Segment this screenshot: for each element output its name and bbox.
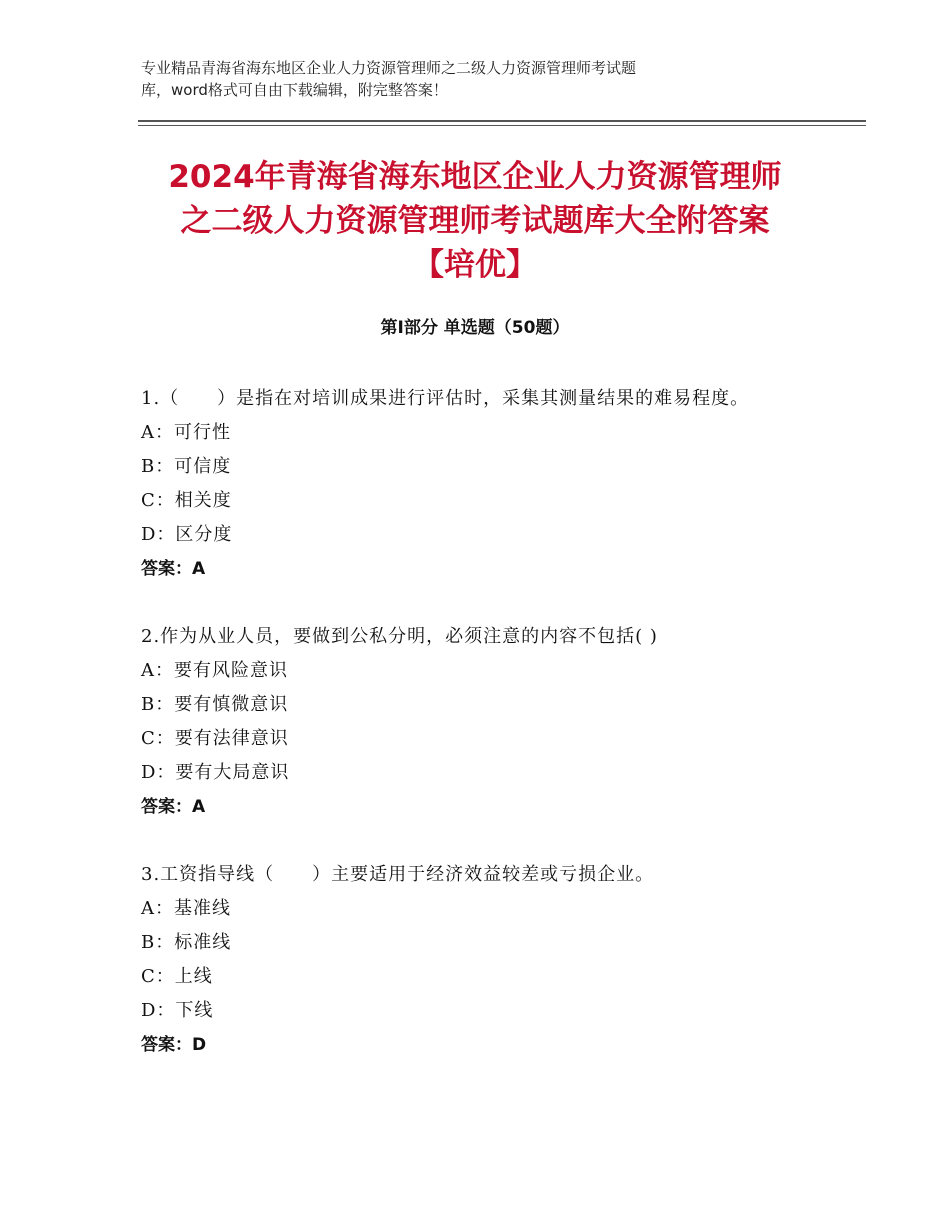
document-title-line-1: 2024年青海省海东地区企业人力资源管理师: [168, 159, 782, 195]
option-b: B：标准线: [141, 932, 232, 953]
question-2: [141, 620, 821, 824]
option-c: C：要有法律意识: [141, 728, 289, 749]
question-list: [141, 382, 821, 1096]
option-a: A：基准线: [141, 898, 231, 919]
option-d: D：要有大局意识: [141, 762, 290, 783]
answer: 答案：A: [141, 797, 206, 817]
option-b: B：可信度: [141, 456, 232, 477]
document-title-line-3: 【培优】: [413, 247, 537, 283]
header-note-line-1: 专业精品青海省海东地区企业人力资源管理师之二级人力资源管理师考试题: [141, 59, 637, 77]
option-c: C：上线: [141, 966, 213, 987]
option-d: D：区分度: [141, 524, 233, 545]
document-title: [120, 155, 830, 287]
header-divider-thin: [138, 125, 866, 126]
option-c: C：相关度: [141, 490, 232, 511]
section-title: 第Ⅰ部分 单选题（50题）: [380, 318, 570, 338]
answer: 答案：A: [141, 559, 206, 579]
answer: 答案：D: [141, 1035, 207, 1055]
option-a: A：可行性: [141, 422, 231, 443]
option-a: A：要有风险意识: [141, 660, 288, 681]
question-stem: 2.作为从业人员，要做到公私分明，必须注意的内容不包括( ): [141, 626, 658, 647]
option-d: D：下线: [141, 1000, 214, 1021]
question-1: [141, 382, 821, 586]
question-stem: 3.工资指导线（ ）主要适用于经济效益较差或亏损企业。: [141, 864, 655, 885]
header-note-line-2: 库，word格式可自由下载编辑，附完整答案！: [141, 81, 448, 99]
question-stem: 1.（ ）是指在对培训成果进行评估时，采集其测量结果的难易程度。: [141, 388, 750, 409]
header-note: [141, 57, 781, 101]
option-b: B：要有慎微意识: [141, 694, 289, 715]
question-3: [141, 858, 821, 1062]
header-divider-thick: [138, 120, 866, 122]
document-title-line-2: 之二级人力资源管理师考试题库大全附答案: [180, 203, 770, 239]
